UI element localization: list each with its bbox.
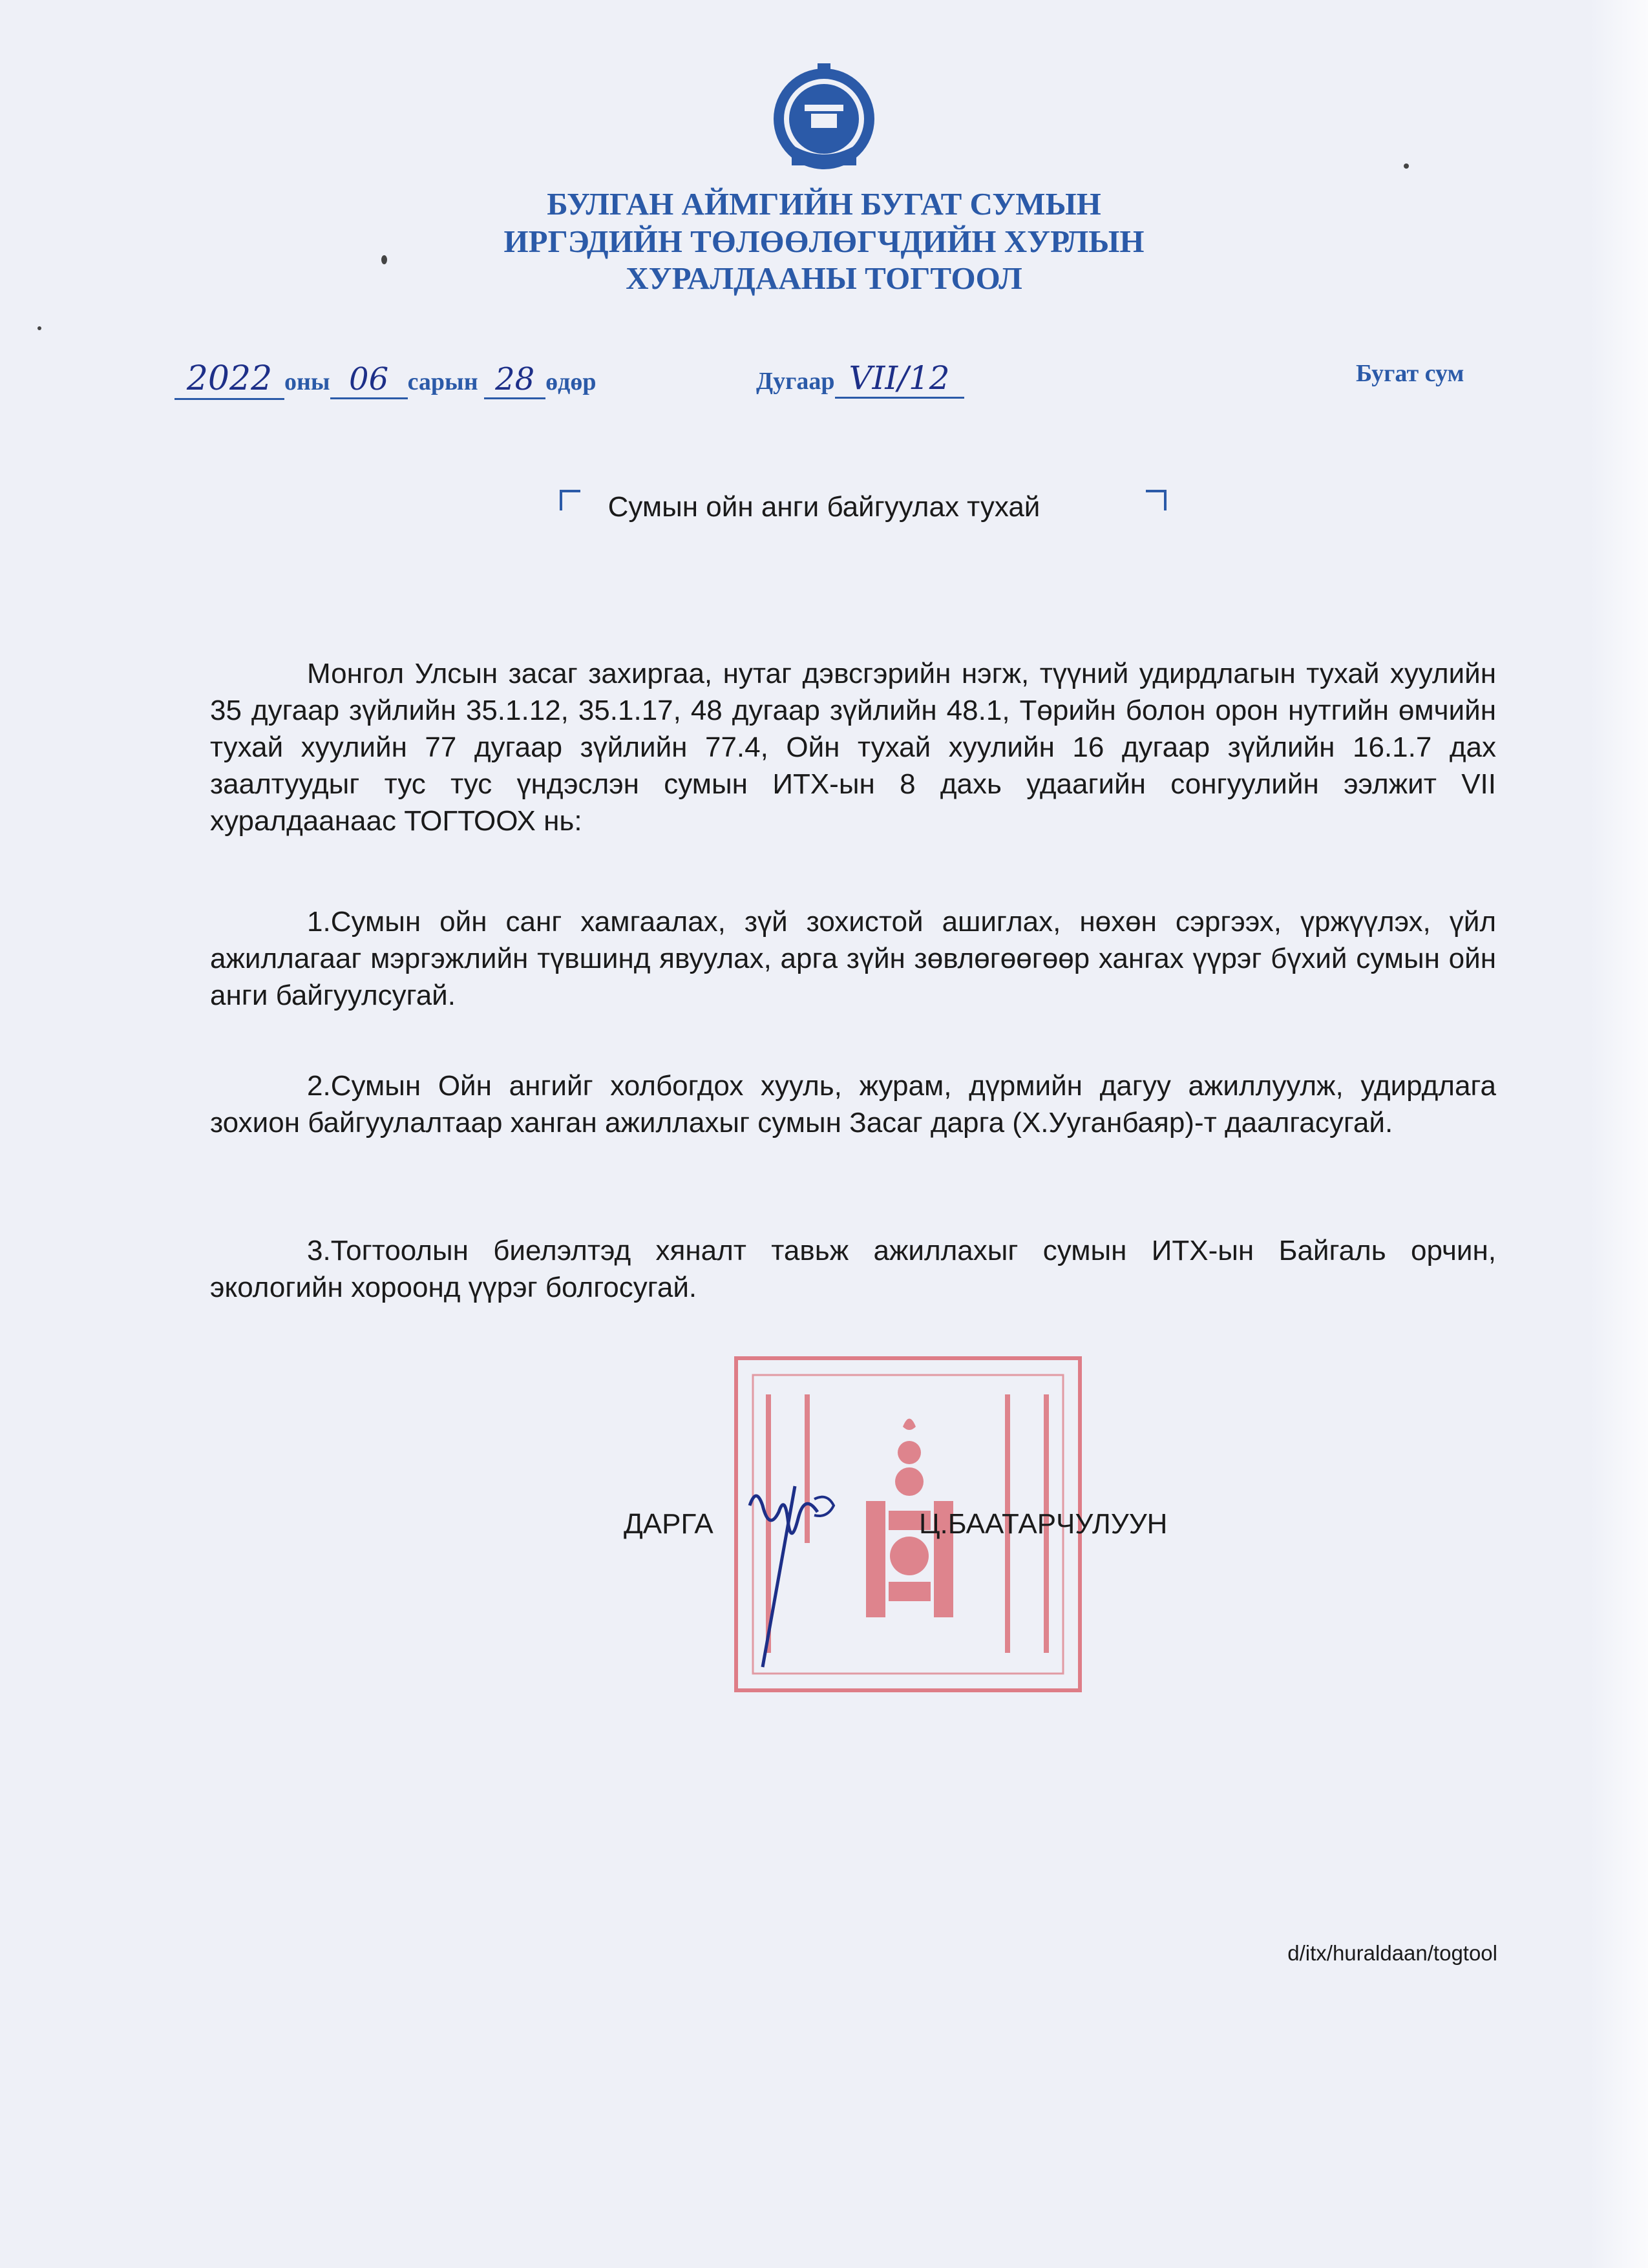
document-reference-footer: d/itx/huraldaan/togtool (1287, 1941, 1497, 1965)
subject-title: Сумын ойн анги байгуулах тухай (607, 491, 1041, 523)
resolution-item-3: 3.Тогтоолын биелэлтэд хяналт тавьж ажиллахыг сумын ИТХ-ын Байгаль орчин, экологийн хороонд үүрэг болгосугай. (210, 1235, 1496, 1303)
place-name: Бугат сум (1356, 360, 1464, 387)
signer-title: ДАРГА (624, 1508, 713, 1540)
date-day: 28 (484, 361, 545, 399)
date-day-suffix: өдөр (545, 368, 597, 395)
subject-bracket-right (1146, 490, 1167, 510)
document-title: ХУРАЛДААНЫ ТОГТООЛ (626, 260, 1022, 296)
document-number (756, 359, 964, 399)
date-year-suffix: оны (284, 368, 330, 395)
number-value: VII/12 (835, 359, 964, 399)
paper-speck (1404, 163, 1409, 169)
date-month-suffix: сарын (407, 368, 478, 395)
mongolia-state-emblem-icon (766, 59, 882, 176)
paper-edge (1590, 0, 1648, 2268)
resolution-item-1: 1.Сумын ойн санг хамгаалах, зүй зохистой ашиглах, нөхөн сэргээх, үржүүлэх, үйл ажиллагааг мэргэжлийн түвшинд явуулах, арга зүйн зөвлөгөөгөөр хангах үүрэг бүхий сумын ойн анги байгуулсугай. (210, 906, 1496, 1011)
date-year: 2022 (174, 359, 284, 400)
date-month: 06 (330, 361, 408, 399)
date-line (174, 359, 596, 400)
number-label: Дугаар (756, 368, 835, 395)
org-header-line1: БУЛГАН АЙМГИЙН БУГАТ СУМЫН (547, 186, 1101, 222)
signer-name: Ц.БААТАРЧУЛУУН (919, 1508, 1168, 1540)
handwritten-signature-icon (737, 1480, 866, 1674)
paper-speck (37, 326, 41, 330)
preamble-paragraph: Монгол Улсын засаг захиргаа, нутаг дэвсгэрийн нэгж, түүний удирдлагын тухай хуулийн 35 дугаар зүйлийн 35.1.12, 35.1.17, 48 дугаар зүйлийн 48.1, Төрийн болон орон нутгийн өмчийн тухай хуулийн 77 дугаар зүйлийн 77.4, Ойн тухай хуулийн 16 дугаар зүйлийн 16.1.7 дах заалтуудыг тус тус үндэслэн сумын ИТХ-ын 8 дахь удаагийн сонгуулийн ээлжит VII хуралдаанаас ТОГТООХ нь: (210, 658, 1496, 837)
resolution-item-2: 2.Сумын Ойн ангийг холбогдох хууль, журам, дүрмийн дагуу ажиллуулж, удирдлага зохион байгуулалтаар ханган ажиллахыг сумын Засаг дарга (Х.Ууганбаяр)-т даалгасугай. (210, 1070, 1496, 1139)
org-header-line2: ИРГЭДИЙН ТӨЛӨӨЛӨГЧДИЙН ХУРЛЫН (503, 224, 1145, 259)
